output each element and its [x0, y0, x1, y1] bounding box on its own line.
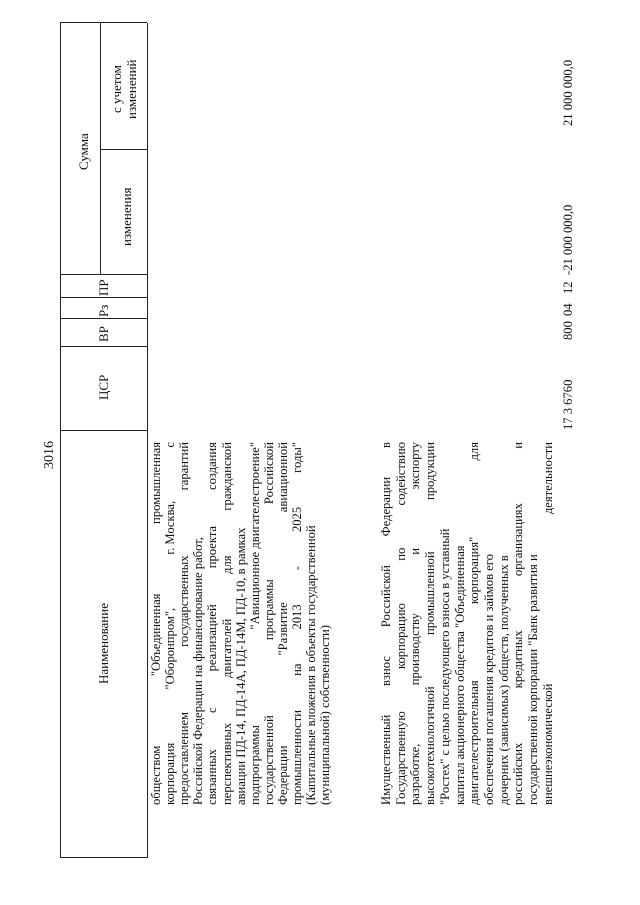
header-sum: Сумма [76, 133, 91, 170]
text-word: на [290, 663, 304, 676]
text-word: высокотехнологичной [423, 686, 438, 805]
text-line [178, 442, 191, 805]
text-word: экспорту [408, 442, 423, 490]
text-word: двигателестроительная [467, 680, 482, 805]
text-word: кредитных [511, 630, 526, 689]
text-word: Российской [261, 442, 276, 505]
text-word: "Развитие [275, 602, 290, 656]
text-word: производству [408, 613, 423, 686]
table-border-bottom [147, 23, 148, 858]
text-word: подпрограммы [247, 725, 262, 805]
text-line [277, 442, 290, 805]
text-word: "Объединенная [149, 593, 163, 677]
text-word: для [219, 555, 234, 574]
text-line [395, 442, 408, 805]
text-word: "Оборонпром", [163, 607, 178, 690]
text-word: двигателей [219, 618, 234, 678]
column-divider [60, 318, 147, 319]
text-word: для [467, 442, 482, 461]
header-rz: Рз [96, 304, 111, 317]
text-word: разработке, [408, 743, 423, 805]
text-word: государственных [177, 555, 192, 647]
text-word: обеспечения погашения кредитов и займов его [481, 554, 496, 805]
text-word: проекта [205, 525, 220, 569]
text-word: взнос [379, 656, 393, 686]
text-word: "Авиационное двигателестроение" [247, 442, 262, 630]
text-word: деятельности [540, 442, 555, 515]
text-word: Российской Федерации на финансирование работ, [191, 537, 206, 805]
text-word: гарантий [177, 442, 192, 491]
text-word: Имущественный [379, 714, 393, 805]
text-word: (муниципальной) собственности) [318, 625, 333, 805]
text-line [206, 442, 219, 805]
text-word: корпорацию [393, 603, 408, 669]
text-line [263, 442, 276, 805]
header-change: изменения [119, 187, 134, 246]
text-word: предоставлением [177, 711, 192, 805]
text-word: российских [511, 742, 526, 805]
row-2-with-changes: 21 000 000,0 [561, 59, 575, 126]
text-line [221, 442, 234, 805]
text-line [468, 442, 481, 805]
text-line [512, 442, 525, 805]
row-2-vr: 800 [561, 321, 575, 340]
text-line [192, 442, 205, 805]
text-word: гражданской [219, 442, 234, 511]
text-word: Государственную [393, 711, 408, 805]
text-word: обществом [149, 745, 163, 805]
table-border-right [60, 22, 147, 23]
text-line [454, 442, 467, 805]
text-word: авиации ПД-14, ПД-14А, ПД-14М, ПД-10, в рамках [233, 527, 248, 805]
text-line [164, 442, 177, 805]
column-divider [100, 149, 147, 150]
table-border-left [60, 857, 147, 858]
text-word: внешнеэкономической [540, 683, 555, 805]
text-word: 2025 [290, 506, 304, 533]
text-word: продукции [423, 442, 438, 501]
text-word: корпорация [163, 742, 178, 805]
text-word: капитал акционерного общества "Объединенная [452, 545, 467, 805]
header-vr: ВР [96, 326, 111, 342]
text-word: промышленной [423, 551, 438, 636]
header-name: Наименование [96, 603, 111, 684]
row-2-csr: 17 3 6760 [561, 379, 575, 430]
text-word: и [511, 442, 526, 449]
text-word: в [379, 442, 393, 448]
text-word: г. Москва, [163, 500, 178, 555]
header-with-changes-1: с учетом [109, 65, 124, 113]
text-word: авиационной [275, 442, 290, 513]
header-csr: ЦСР [96, 374, 111, 400]
text-word: Федерации [275, 745, 290, 805]
text-word: связанных [205, 749, 220, 805]
text-line [439, 442, 452, 805]
text-line [380, 442, 393, 805]
text-word: "Ростех" с целью последующего взноса в уставный [437, 528, 452, 805]
text-word: государственной [261, 715, 276, 805]
row-2-pr: 12 [561, 281, 575, 294]
text-word: Федерации [379, 476, 393, 537]
text-line [235, 442, 248, 805]
text-word: создания [205, 442, 220, 490]
text-word: содействию [393, 442, 408, 506]
text-line [498, 442, 511, 805]
text-line [319, 442, 332, 805]
text-line [542, 442, 555, 805]
column-divider [60, 297, 147, 298]
text-word: перспективных [219, 722, 234, 805]
text-line [305, 442, 318, 805]
table-border-top [60, 23, 61, 858]
text-word: и [408, 548, 423, 555]
column-divider [60, 430, 147, 431]
text-line [527, 442, 540, 805]
text-word: Российской [379, 565, 393, 628]
text-line [150, 442, 163, 805]
text-line [249, 442, 262, 805]
row-2-change: -21 000 000,0 [561, 204, 575, 275]
text-word: годы" [290, 442, 304, 473]
text-line [424, 442, 437, 805]
text-word: с [163, 442, 178, 448]
text-word: по [393, 547, 408, 561]
page-number: 3016 [42, 441, 57, 469]
column-divider [60, 274, 147, 275]
row-2-rz: 04 [561, 303, 575, 316]
text-word: организациях [511, 503, 526, 577]
text-word: 2013 [290, 604, 304, 630]
text-word: дочерних (зависимых) обществ, полученных в [496, 555, 511, 805]
header-pr: ПР [96, 279, 111, 296]
text-word: промышленная [149, 442, 163, 524]
text-word: - [290, 566, 304, 571]
text-word: (Капитальные вложения в объекты государственной [304, 525, 319, 805]
text-word: промышленности [290, 709, 304, 805]
header-with-changes-2: изменений [124, 59, 139, 119]
text-line [291, 442, 304, 805]
text-line [409, 442, 422, 805]
column-divider [60, 346, 147, 347]
text-word: корпорация" [467, 536, 482, 605]
text-word: программы [261, 579, 276, 641]
text-word: реализацией [205, 604, 220, 672]
text-word: государственной корпорации "Банк развития и [526, 554, 540, 805]
text-line [483, 442, 496, 805]
text-word: с [205, 707, 220, 714]
